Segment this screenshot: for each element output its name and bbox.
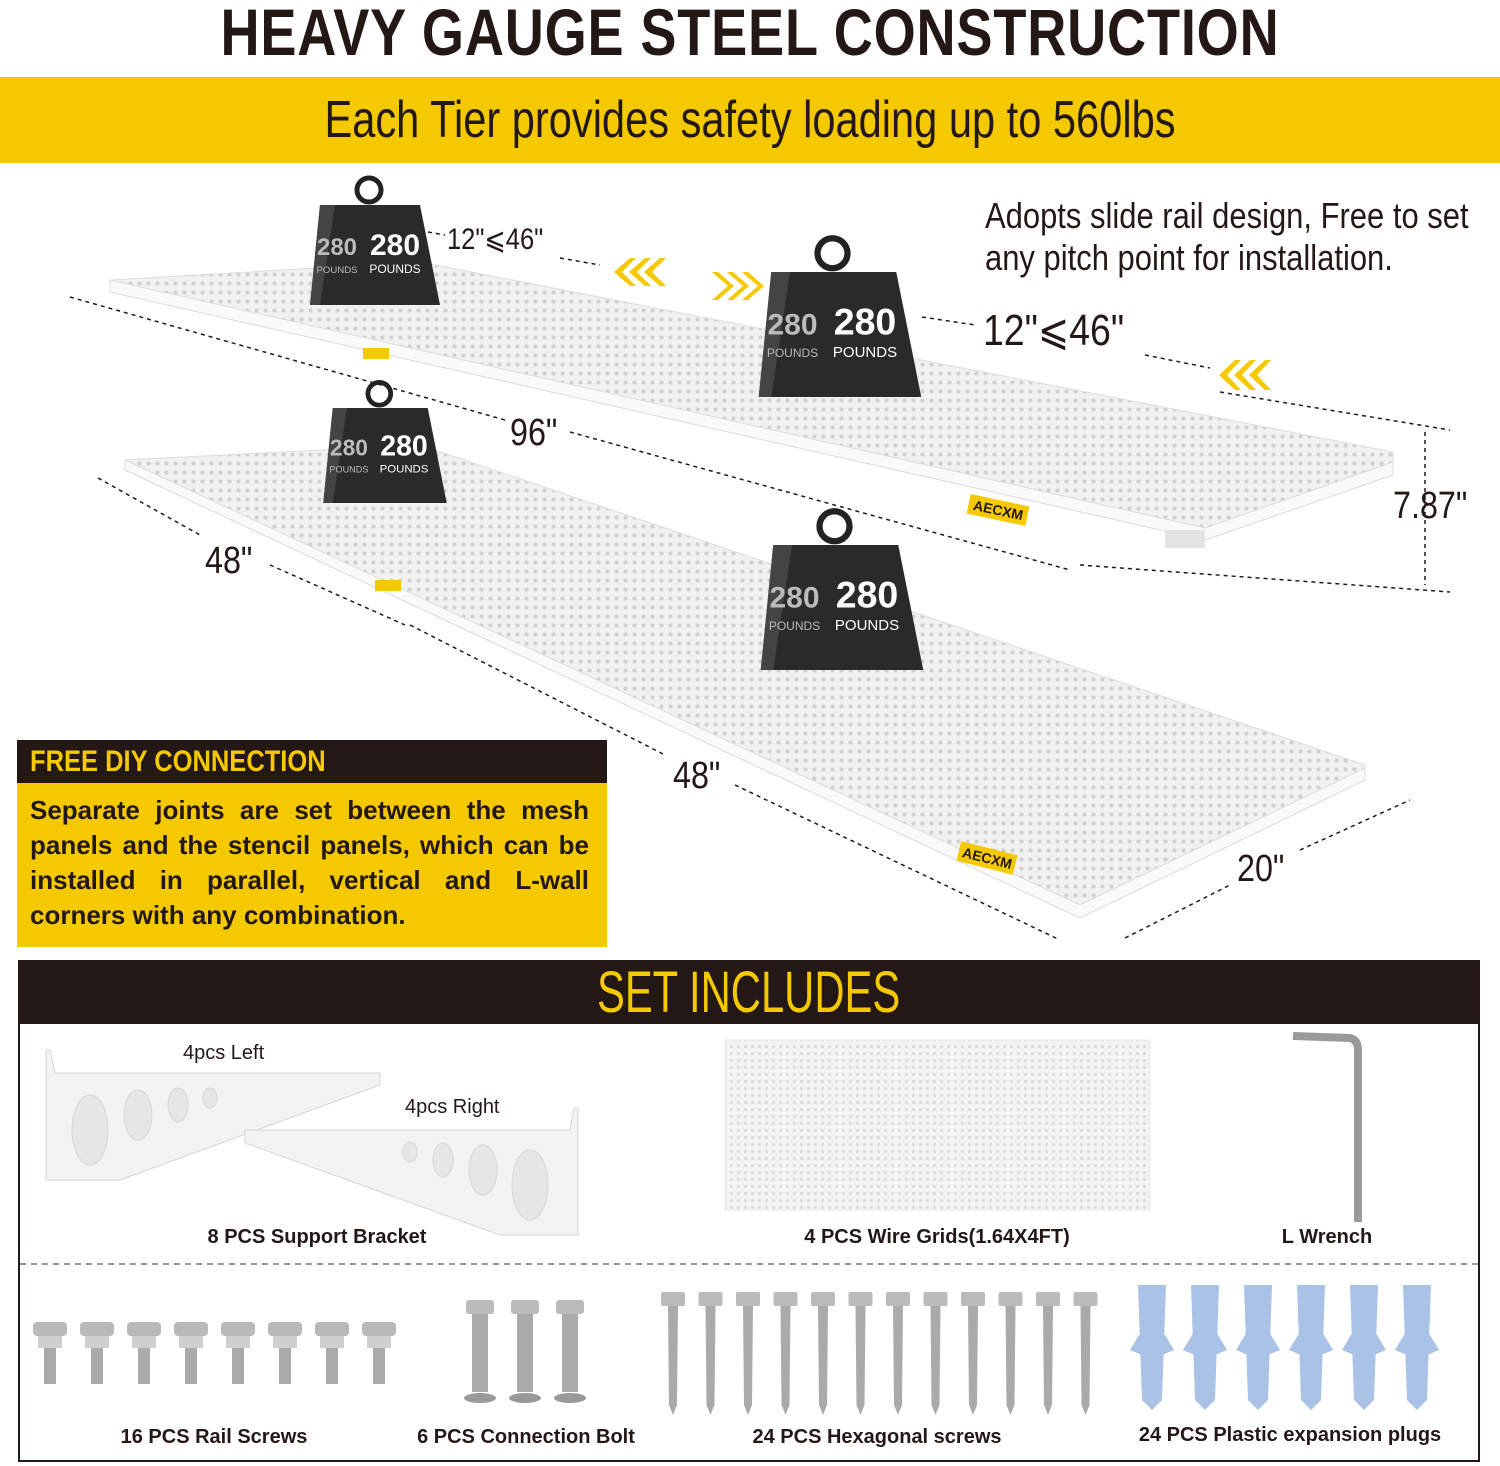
svg-text:AECXM: AECXM (960, 844, 1014, 872)
svg-text:280: 280 (380, 430, 428, 463)
item-label: 16 PCS Rail Screws (120, 1426, 308, 1448)
page-title: HEAVY GAUGE STEEL CONSTRUCTION (220, 0, 1280, 69)
diy-heading-text: FREE DIY CONNECTION (30, 745, 326, 778)
svg-text:POUNDS: POUNDS (316, 265, 358, 276)
rail-screw (33, 1322, 67, 1384)
svg-text:280: 280 (316, 234, 358, 261)
rail-screw (315, 1322, 349, 1384)
expansion-plug (1342, 1285, 1386, 1410)
svg-text:POUNDS: POUNDS (369, 262, 421, 276)
expansion-plug (1183, 1285, 1227, 1410)
svg-text:POUNDS: POUNDS (329, 464, 369, 475)
item-label: L Wrench (1281, 1226, 1373, 1248)
svg-text:POUNDS: POUNDS (766, 346, 819, 360)
svg-text:POUNDS: POUNDS (768, 619, 821, 633)
item-label: 8 PCS Support Bracket (207, 1226, 427, 1248)
hexagonal-screw (924, 1292, 948, 1415)
expansion-plug (1236, 1285, 1280, 1410)
hexagonal-screw (736, 1292, 760, 1415)
hexagonal-screw (849, 1292, 873, 1415)
rail-screw (221, 1322, 255, 1384)
segment-left-dimension: 48" (205, 540, 253, 582)
bracket-right-label: 4pcs Right (405, 1096, 500, 1118)
connection-bolt (554, 1300, 586, 1403)
svg-text:POUNDS: POUNDS (834, 617, 900, 634)
svg-text:280: 280 (767, 308, 818, 342)
hexagonal-screw (999, 1292, 1023, 1415)
connection-bolt (509, 1300, 541, 1403)
expansion-plug (1289, 1285, 1333, 1410)
depth-dimension: 20" (1237, 848, 1285, 890)
item-label: 24 PCS Plastic expansion plugs (1138, 1424, 1442, 1446)
rail-screw (80, 1322, 114, 1384)
svg-text:POUNDS: POUNDS (379, 463, 429, 476)
length-dimension: 96" (510, 412, 558, 454)
rail-note-line: Adopts slide rail design, Free to set (985, 195, 1469, 236)
svg-text:280: 280 (369, 229, 421, 262)
adjust-range-large: 12"⩽46" (983, 306, 1125, 355)
svg-text:AECXM: AECXM (971, 496, 1025, 524)
rail-screw (362, 1322, 396, 1384)
svg-text:280: 280 (833, 300, 897, 343)
svg-text:280: 280 (835, 573, 899, 616)
svg-text:280: 280 (769, 581, 820, 615)
wire-grid (725, 1040, 1150, 1210)
hexagonal-screw (811, 1292, 835, 1415)
svg-text:280: 280 (329, 434, 368, 461)
svg-text:POUNDS: POUNDS (832, 344, 898, 361)
rail-note-line: any pitch point for installation. (985, 237, 1393, 278)
hexagonal-screw (699, 1292, 723, 1415)
rail-screw (174, 1322, 208, 1384)
item-label: 6 PCS Connection Bolt (417, 1426, 635, 1448)
banner-text: Each Tier provides safety loading up to 560lbs (324, 91, 1176, 149)
item-label: 4 PCS Wire Grids(1.64X4FT) (804, 1226, 1070, 1248)
l-wrench (1293, 1036, 1358, 1222)
hexagonal-screw (886, 1292, 910, 1415)
hardware-parts (33, 1285, 1439, 1415)
item-label: 24 PCS Hexagonal screws (752, 1426, 1002, 1448)
hexagonal-screw (961, 1292, 985, 1415)
set-includes-heading: SET INCLUDES (597, 960, 901, 1025)
expansion-plug (1130, 1285, 1174, 1410)
bracket-left-label: 4pcs Left (183, 1042, 265, 1064)
diy-body: Separate joints are set between the mesh panels and the stencil panels, which can be installed in parallel, vertical and L-wall corners with any combination. (30, 795, 589, 930)
hexagonal-screw (1074, 1292, 1098, 1415)
rail-screw (127, 1322, 161, 1384)
adjust-range-small: 12"⩽46" (447, 223, 544, 256)
rail-screw (268, 1322, 302, 1384)
expansion-plug (1395, 1285, 1439, 1410)
hexagonal-screw (1036, 1292, 1060, 1415)
hexagonal-screw (774, 1292, 798, 1415)
hexagonal-screw (661, 1292, 685, 1415)
segment-right-dimension: 48" (673, 755, 721, 797)
connection-bolt (464, 1300, 496, 1403)
height-dimension: 7.87" (1393, 485, 1468, 527)
support-bracket-right (245, 1108, 578, 1235)
